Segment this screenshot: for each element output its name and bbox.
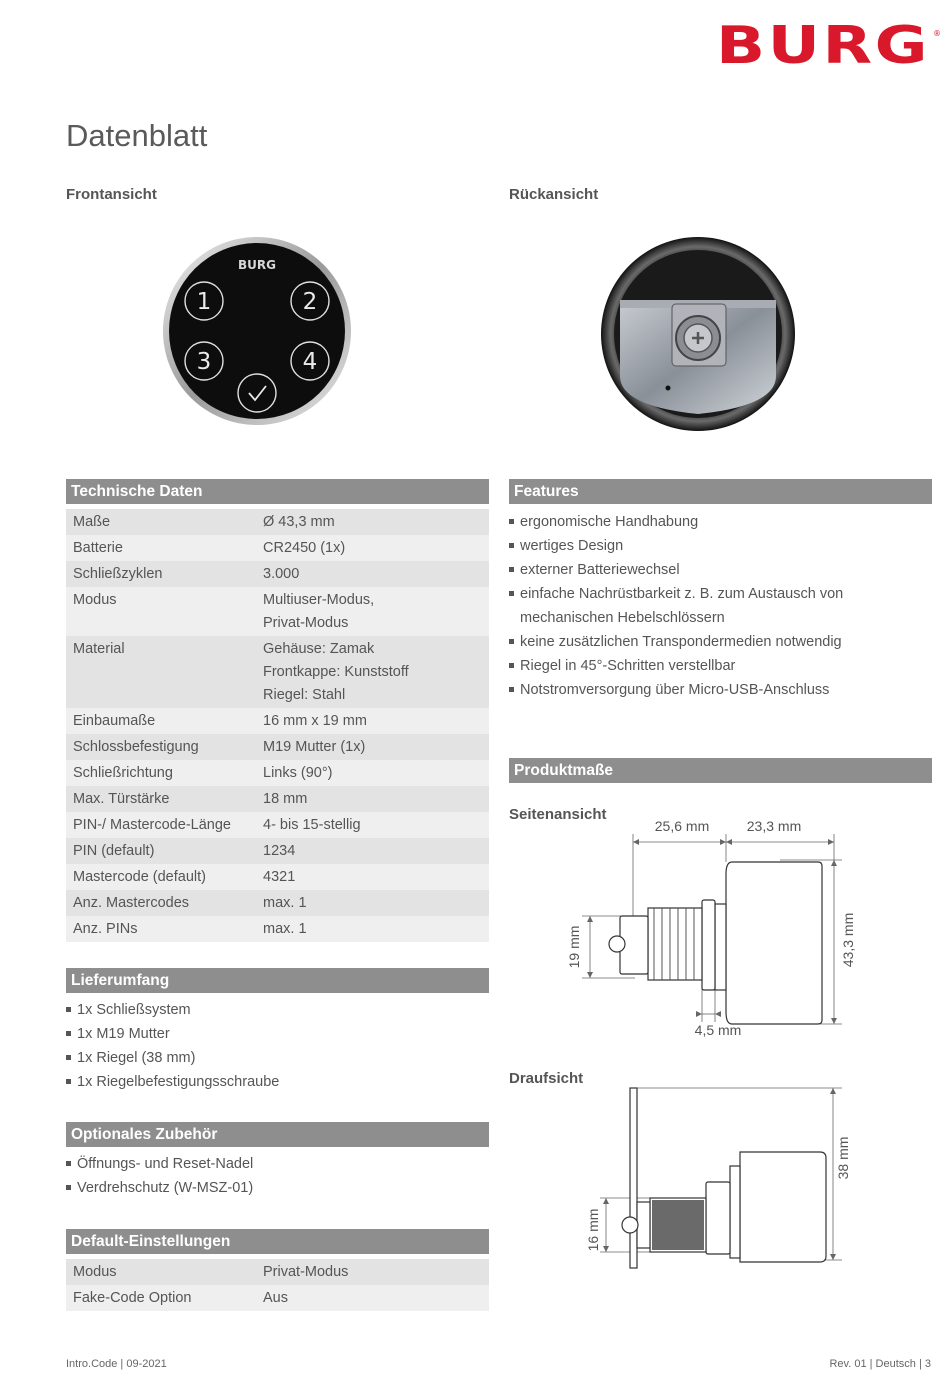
row-value (263, 890, 489, 916)
keypad-brand: BURG (238, 258, 276, 272)
row-key: Schlossbefestigung (73, 738, 199, 755)
row-value-line: Gehäuse: Zamak (263, 640, 375, 657)
list-item: 1x Riegel (38 mm) (66, 1046, 486, 1070)
technische-daten-table (66, 509, 489, 942)
table-row (66, 587, 489, 636)
row-key: Modus (73, 591, 117, 608)
row-value-line: Links (90°) (263, 764, 333, 781)
back-view-image (600, 236, 796, 437)
row-value-line: 18 mm (263, 790, 308, 807)
row-value (263, 734, 489, 760)
row-key: Mastercode (default) (73, 868, 206, 885)
row-value-line: 4321 (263, 868, 296, 885)
burg-logo (716, 18, 942, 71)
list-item: Verdrehschutz (W-MSZ-01) (66, 1176, 486, 1200)
front-view-image (163, 236, 353, 433)
svg-text:®: ® (933, 29, 941, 38)
row-value-line: 16 mm x 19 mm (263, 712, 367, 729)
table-row (66, 708, 489, 734)
key-1: 1 (196, 289, 212, 315)
row-key: Fake-Code Option (73, 1289, 192, 1306)
row-value (263, 864, 489, 890)
row-value (263, 708, 489, 734)
back-view-label: Rückansicht (509, 186, 599, 203)
lieferumfang-header: Lieferumfang (66, 968, 489, 993)
list-item: externer Batteriewechsel (509, 558, 909, 582)
table-row (66, 812, 489, 838)
list-item: Riegel in 45°-Schritten verstellbar (509, 654, 909, 678)
row-value-line: M19 Mutter (1x) (263, 738, 366, 755)
row-value (263, 812, 489, 838)
row-key: PIN-/ Mastercode-Länge (73, 816, 231, 833)
table-row (66, 760, 489, 786)
row-value (263, 535, 489, 561)
row-key: Einbaumaße (73, 712, 156, 729)
key-4: 4 (302, 349, 318, 375)
list-item: einfache Nachrüstbarkeit z. B. zum Austausch von mechanischen Hebelschlössern (509, 582, 909, 630)
table-row (66, 864, 489, 890)
table-row (66, 916, 489, 942)
row-value (263, 838, 489, 864)
table-row (66, 535, 489, 561)
row-value (263, 561, 489, 587)
default-header: Default-Einstellungen (66, 1229, 489, 1254)
technische-daten-header: Technische Daten (66, 479, 489, 504)
dim-16: 16 mm (585, 1208, 601, 1252)
row-key: Anz. PINs (73, 920, 138, 937)
row-value-line: Aus (263, 1289, 288, 1306)
row-key: PIN (default) (73, 842, 155, 859)
produktmasse-header: Produktmaße (509, 758, 932, 783)
list-item: 1x M19 Mutter (66, 1022, 486, 1046)
list-item: Öffnungs- und Reset-Nadel (66, 1152, 486, 1176)
row-value-line: max. 1 (263, 894, 307, 911)
key-3: 3 (196, 349, 212, 375)
row-value-line: Multiuser-Modus, (263, 591, 375, 608)
row-key: Material (73, 640, 125, 657)
dim-38: 38 mm (835, 1136, 851, 1180)
footer-left: Intro.Code | 09-2021 (66, 1358, 167, 1370)
row-value (263, 786, 489, 812)
page-title: Datenblatt (66, 118, 208, 153)
row-value-line: 1234 (263, 842, 296, 859)
row-value (263, 1259, 489, 1285)
row-value (263, 760, 489, 786)
row-key: Batterie (73, 539, 123, 556)
list-item: ergonomische Handhabung (509, 510, 909, 534)
dim-25-6: 25,6 mm (654, 818, 710, 834)
top-view-label: Draufsicht (509, 1070, 584, 1087)
footer-right: Rev. 01 | Deutsch | 3 (829, 1358, 931, 1370)
lieferumfang-list (66, 998, 486, 1094)
row-key: Schließzyklen (73, 565, 163, 582)
default-table (66, 1259, 489, 1311)
features-header: Features (509, 479, 932, 504)
row-value-line: Ø 43,3 mm (263, 513, 335, 530)
row-value-line: Riegel: Stahl (263, 686, 346, 703)
top-view-drawing (580, 1080, 880, 1275)
row-key: Maße (73, 513, 111, 530)
row-key: Max. Türstärke (73, 790, 170, 807)
table-row (66, 734, 489, 760)
row-key: Anz. Mastercodes (73, 894, 190, 911)
table-row (66, 786, 489, 812)
dim-4-5: 4,5 mm (694, 1022, 742, 1038)
list-item: wertiges Design (509, 534, 909, 558)
burg-logo-text: BURG (716, 18, 930, 66)
row-value (263, 1285, 489, 1311)
zubehoer-header: Optionales Zubehör (66, 1122, 489, 1147)
table-row (66, 890, 489, 916)
row-value (263, 587, 489, 636)
table-row (66, 1285, 489, 1311)
row-value-line: CR2450 (1x) (263, 539, 346, 556)
features-list (509, 510, 909, 702)
dim-19: 19 mm (566, 925, 582, 969)
list-item: 1x Riegelbefestigungsschraube (66, 1070, 486, 1094)
side-view-label: Seitenansicht (509, 806, 607, 823)
row-value-line: Privat-Modus (263, 1263, 349, 1280)
dim-43-3: 43,3 mm (840, 912, 856, 968)
zubehoer-list (66, 1152, 486, 1200)
row-key: Modus (73, 1263, 117, 1280)
row-value-line: 3.000 (263, 565, 300, 582)
table-row (66, 561, 489, 587)
front-view-label: Frontansicht (66, 186, 157, 203)
row-value (263, 636, 489, 708)
row-value (263, 916, 489, 942)
table-row (66, 1259, 489, 1285)
table-row (66, 838, 489, 864)
row-value-line: max. 1 (263, 920, 307, 937)
list-item: Notstromversorgung über Micro-USB-Anschluss (509, 678, 909, 702)
table-row (66, 509, 489, 535)
side-view-drawing (560, 812, 900, 1053)
list-item: keine zusätzlichen Transpondermedien notwendig (509, 630, 909, 654)
table-row (66, 636, 489, 708)
list-item: 1x Schließsystem (66, 998, 486, 1022)
row-value-line: 4- bis 15-stellig (263, 816, 361, 833)
row-value-line: Frontkappe: Kunststoff (263, 663, 409, 680)
key-2: 2 (302, 289, 318, 315)
row-value (263, 509, 489, 535)
row-value-line: Privat-Modus (263, 614, 349, 631)
dim-23-3: 23,3 mm (746, 818, 802, 834)
row-key: Schließrichtung (73, 764, 173, 781)
